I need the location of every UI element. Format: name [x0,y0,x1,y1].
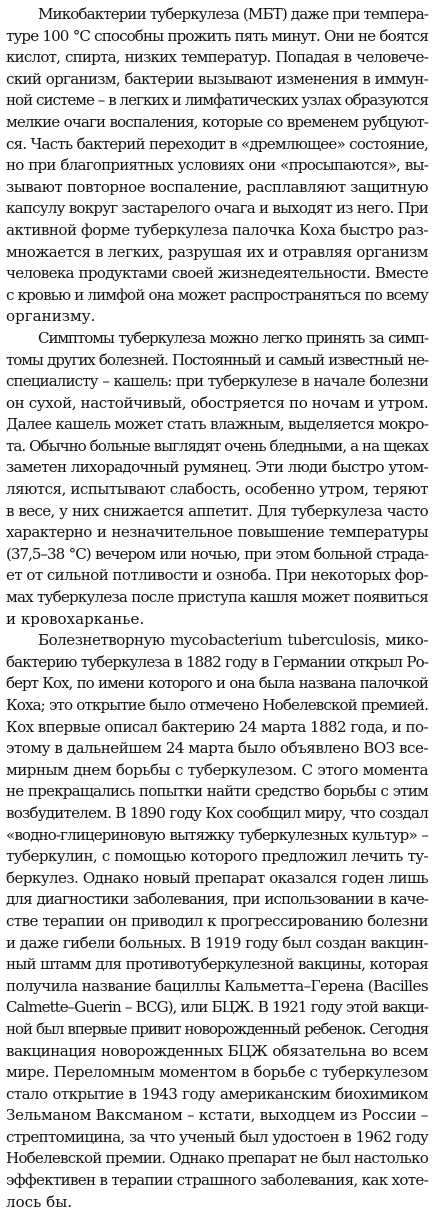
text-line: получила название бациллы Кальметта–Герена (Bacilles [6,976,428,995]
paragraph [6,4,428,328]
text-line: и кровохарканье. [6,609,145,628]
text-line: Calmette–Guerin – BCG), или БЦЖ. В 1921 году этой вакци- [6,998,428,1017]
text-line: этому в дальнейшем 24 марта было объявлено ВОЗ все- [6,739,428,758]
text-line: туре 100 °С способны прожить пять минут. Они не боятся [6,26,428,45]
text-line: организму. [6,307,96,326]
text-line: характерно и незначительное повышение температуры [6,523,428,542]
text-line: ный штамм для противотуберкулезной вакцины, которая [6,955,428,974]
text-line: (37,5–38 °С) вечером или ночью, при этом больной страда- [6,544,428,563]
document-page [6,4,429,1211]
text-line: Нобелевской премии. Однако препарат не был настолько [6,1149,428,1168]
text-line: стрептомицина, за что ученый был удостоен в 1962 году [6,1127,428,1146]
text-line: для диагностики заболевания, при использовании в каче- [6,890,428,909]
paragraph [6,328,428,630]
text-line: мирным днем борьбы с туберкулезом. С этого момента [6,760,428,779]
text-line: Далее кашель может стать влажным, выделяется мокро- [6,415,429,434]
text-line: активной форме туберкулеза палочка Коха быстро раз- [6,220,428,239]
text-line: в весе, у них снижается аппетит. Для туберкулеза часто [6,501,428,520]
text-line: туберкулин, с помощью которого предложил лечить ту- [6,847,428,866]
text-line: стало открытие в 1943 году американским биохимиком [6,1084,428,1103]
text-line: та. Обычно больные выглядят очень бледными, а на щеках [6,436,428,455]
text-line: Микобактерии туберкулеза (МБТ) даже при темпера- [38,5,428,23]
text-line: ся. Часть бактерий переходит в «дремлющее» состояние, [6,134,428,153]
text-line: зывают повторное воспаление, расплавляют защитную [6,177,428,196]
text-line: но при благоприятных условиях они «просыпаются», вы- [6,156,428,175]
text-line: мах туберкулеза после приступа кашля может появиться [6,588,428,607]
text-line: Симптомы туберкулеза можно легко принять за симп- [38,328,428,347]
body-text [6,4,428,1213]
text-line: с кровью и лимфой она может распространяться по всему [6,285,428,304]
text-line: Болезнетворную mycobacterium tuberculosis, мико- [38,631,428,650]
text-line: человека продуктами своей жизнедеятельности. Вместе [6,264,428,283]
text-line: ет от сильной потливости и озноба. При некоторых фор- [6,566,428,585]
text-line: бактерию туберкулеза в 1882 году в Германии открыл Ро- [6,652,428,671]
text-line: эффективен в терапии страшного заболевания, как хоте- [6,1171,429,1190]
text-line: томы других болезней. Постоянный и самый известный не- [6,350,428,369]
text-line: мелкие очаги воспаления, которые со временем рубцуют- [6,112,428,131]
text-line: стве терапии он приводил к прогрессированию болезни [6,911,428,930]
text-line: «водно-глицериновую вытяжку туберкулезных культур» – [6,825,428,844]
text-line: возбудителем. В 1890 году Кох сообщил миру, что создал [6,803,428,822]
text-line: не прекращались попытки найти средство борьбы с этим [6,782,428,801]
text-line: кислот, спирта, низких температур. Попадая в человече- [6,48,428,67]
text-line: Кох впервые описал бактерию 24 марта 1882 года, и по- [6,717,428,736]
text-line: заметен лихорадочный румянец. Эти люди быстро утом- [6,458,428,477]
text-line: множается в легких, разрушая их и отравляя организм [6,242,428,261]
text-line: капсулу вокруг застарелого очага и выходят из него. При [6,199,428,218]
paragraph [6,630,428,1213]
text-line: Зельманом Ваксманом – кстати, выходцем из России – [6,1106,428,1125]
text-line: мире. Переломным моментом в борьбе с туберкулезом [6,1063,428,1082]
text-line: ский организм, бактерии вызывают изменения в иммун- [6,69,428,88]
text-line: беркулез. Однако новый препарат оказался годен лишь [6,868,428,887]
text-line: ной был впервые привит новорожденный ребенок. Сегодня [6,1019,428,1038]
text-line: ляются, испытывают слабость, особенно утром, теряют [6,480,428,499]
text-line: ной системе – в легких и лимфатических узлах образуются [6,91,428,110]
text-line: и даже гибели больных. В 1919 году был создан вакцин- [6,933,428,952]
text-line: берт Кох, по имени которого и она была названа палочкой [6,674,428,693]
text-line: вакцинация новорожденных БЦЖ обязательна во всем [6,1041,428,1060]
text-line: лось бы. [6,1192,73,1211]
text-line: специалисту – кашель: при туберкулезе в начале болезни [6,372,428,391]
text-line: он сухой, настойчивый, обостряется по ночам и утром. [6,393,429,412]
text-line: Коха; это открытие было отмечено Нобелевской премией. [6,696,428,714]
